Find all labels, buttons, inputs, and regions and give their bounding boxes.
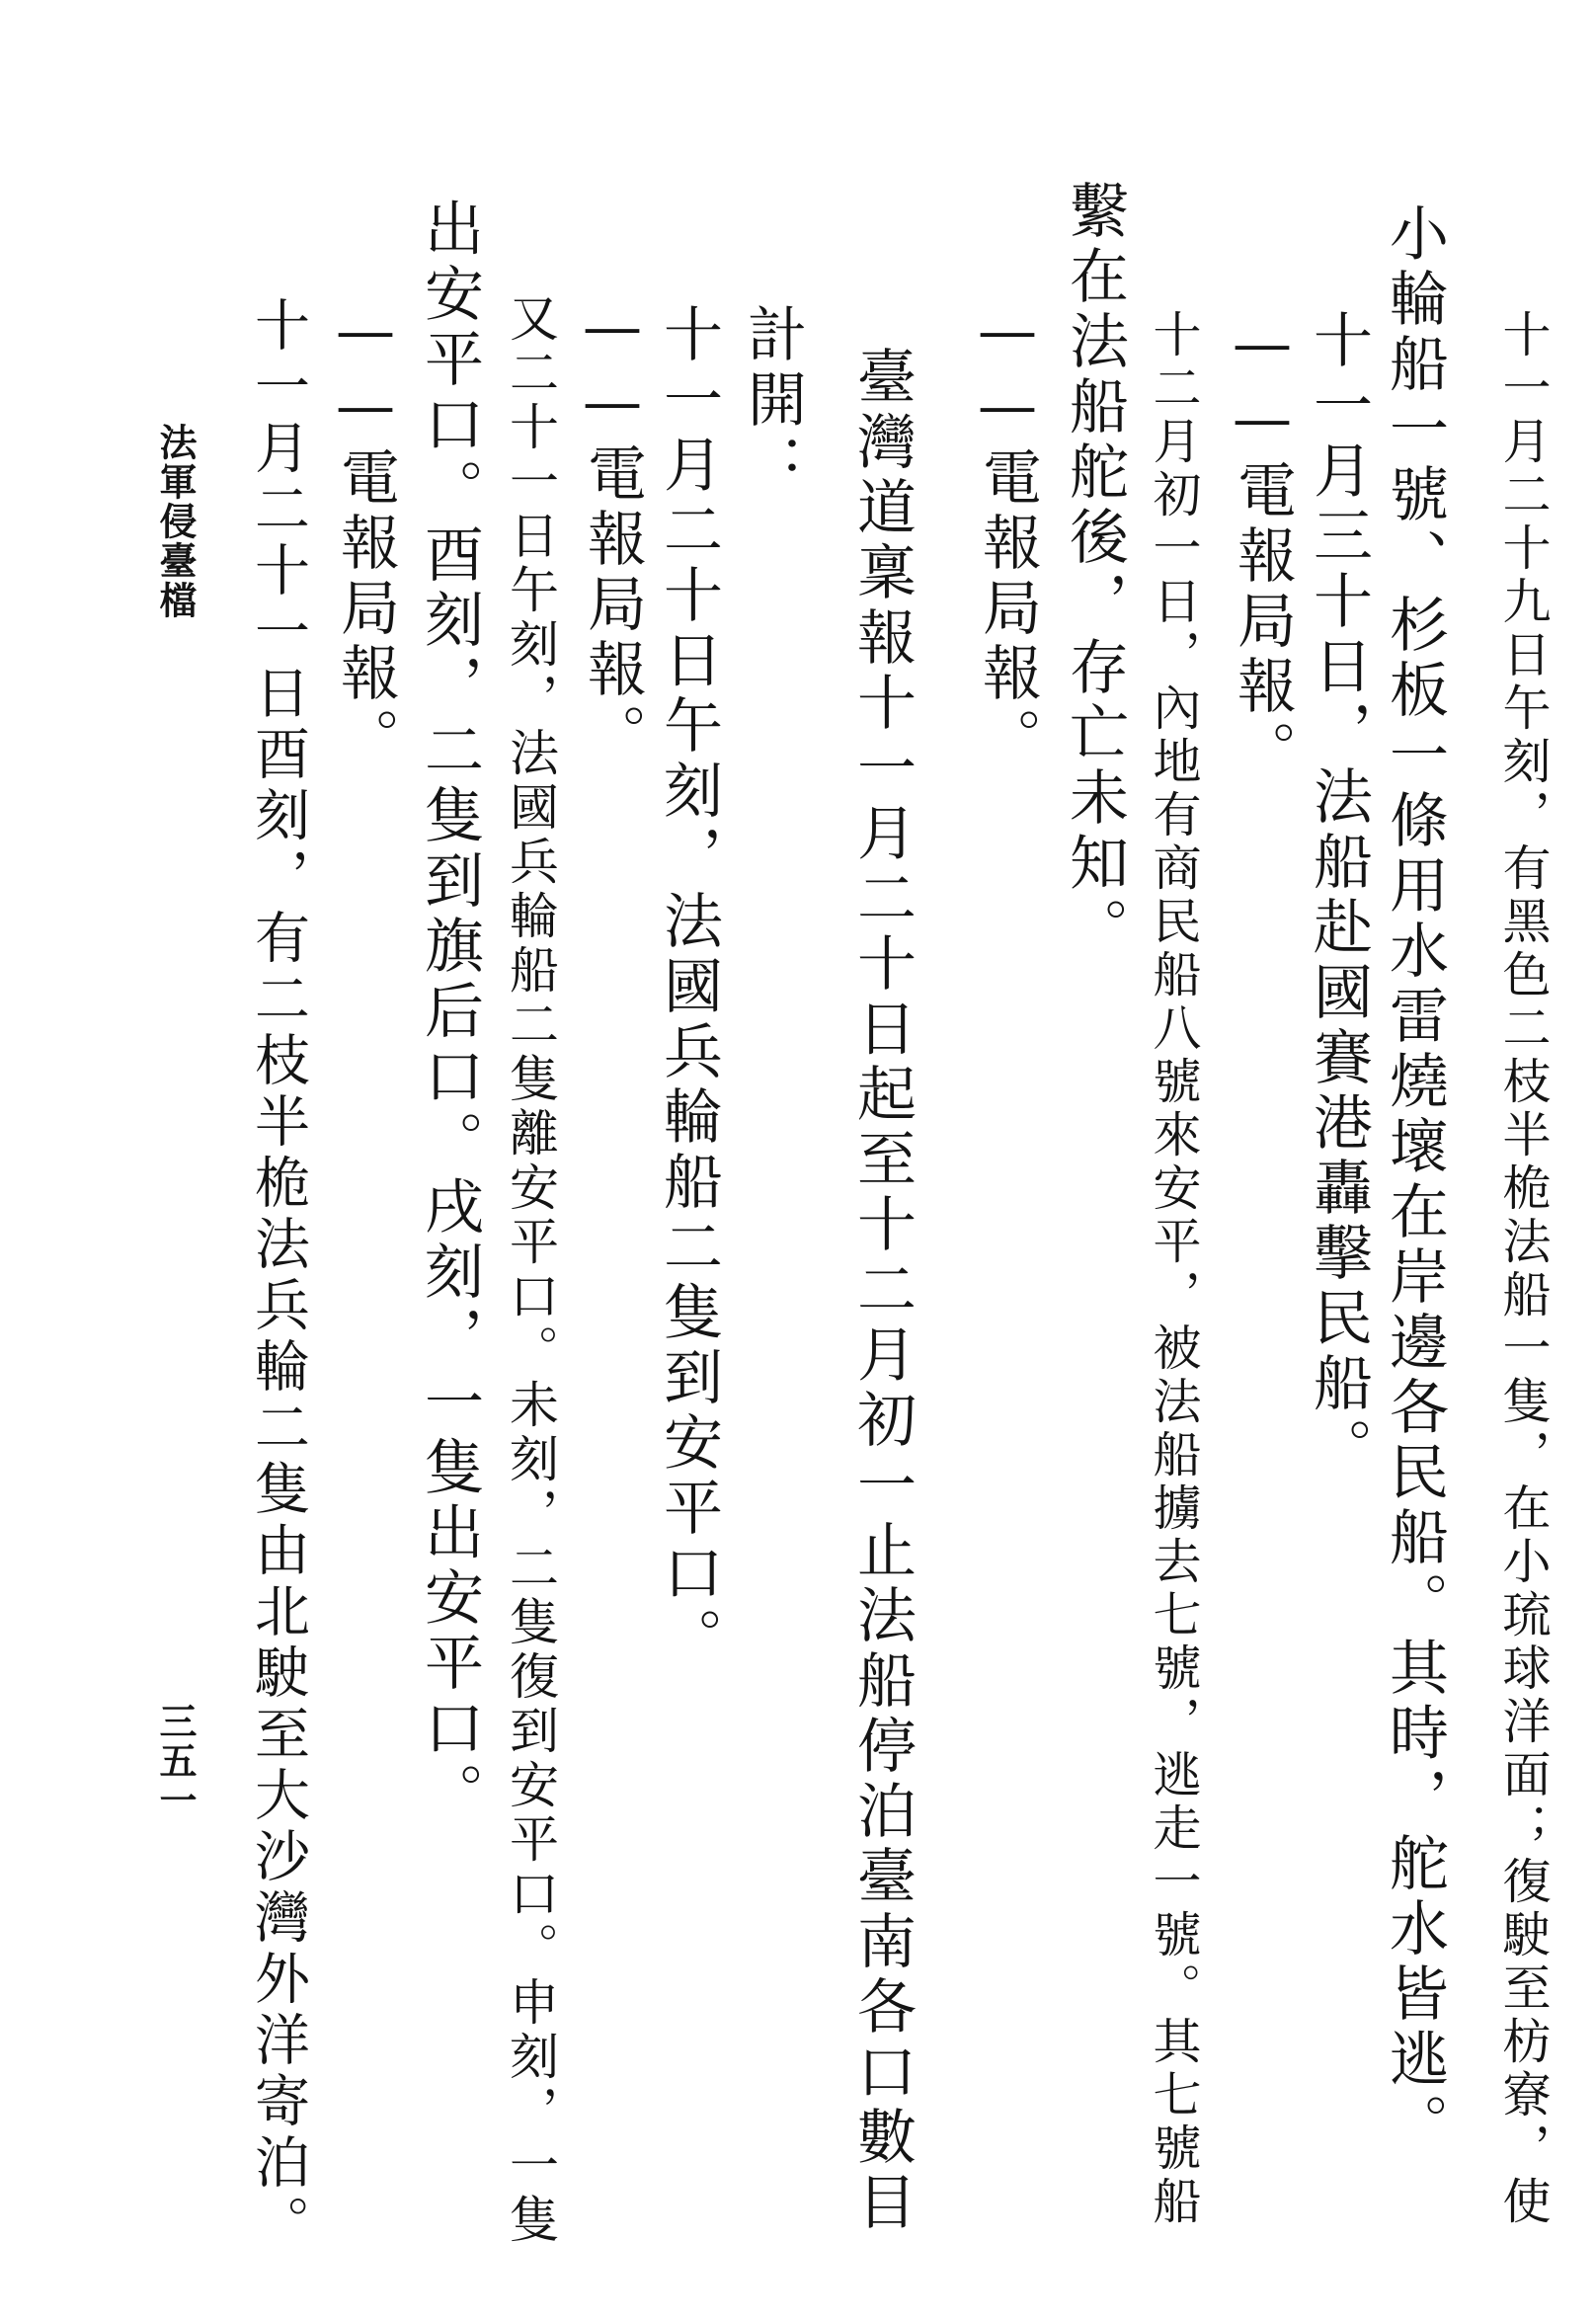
text-column-1: 十一月二十九日午刻，有黑色二枝半桅法船一隻，在小琉球洋面；復駛至枋寮，使 — [1495, 309, 1552, 2229]
text-column-5: 十二月初一日，內地有商民船八號來安平，被法船擄去七號，逃走一號。其七號船 — [1146, 309, 1202, 2229]
text-column-3: 十一月三十日，法船赴國賽港轟擊民船。 — [1304, 309, 1373, 1482]
text-column-14: ——電報局報。 — [331, 296, 400, 772]
text-column-15: 十一月二十一日酉刻，有二枝半桅法兵輪二隻由北駛至大沙灣外洋寄泊。 — [246, 296, 310, 2256]
text-column-8: 臺灣道稟報十一月二十日起至十二月初一止法船停泊臺南各口數目 — [847, 346, 917, 2236]
text-column-6: 繫在法船舵後，存亡未知。 — [1060, 180, 1129, 962]
text-column-9: 計開： — [738, 303, 807, 499]
text-column-7: ——電報局報。 — [973, 296, 1042, 772]
page-number: 三五一 — [153, 1702, 198, 1820]
text-column-2: 小輪船一號、杉板一條用水雷燒壞在岸邊各民船。其時，舵水皆逃。 — [1380, 202, 1449, 2158]
text-column-12: 又二十一日午刻，法國兵輪船二隻離安平口。未刻，二隻復到安平口。申刻，一隻 — [502, 292, 559, 2248]
text-column-11: ——電報局報。 — [578, 292, 647, 768]
text-column-13: 出安平口。酉刻，二隻到旗后口。戌刻，一隻出安平口。 — [415, 198, 484, 1827]
running-header-title: 法軍侵臺檔 — [153, 423, 198, 620]
text-column-4: ——電報局報。 — [1228, 309, 1297, 785]
text-column-10: 十一月二十日午刻，法國兵輪船二隻到安平口。 — [654, 303, 723, 1672]
